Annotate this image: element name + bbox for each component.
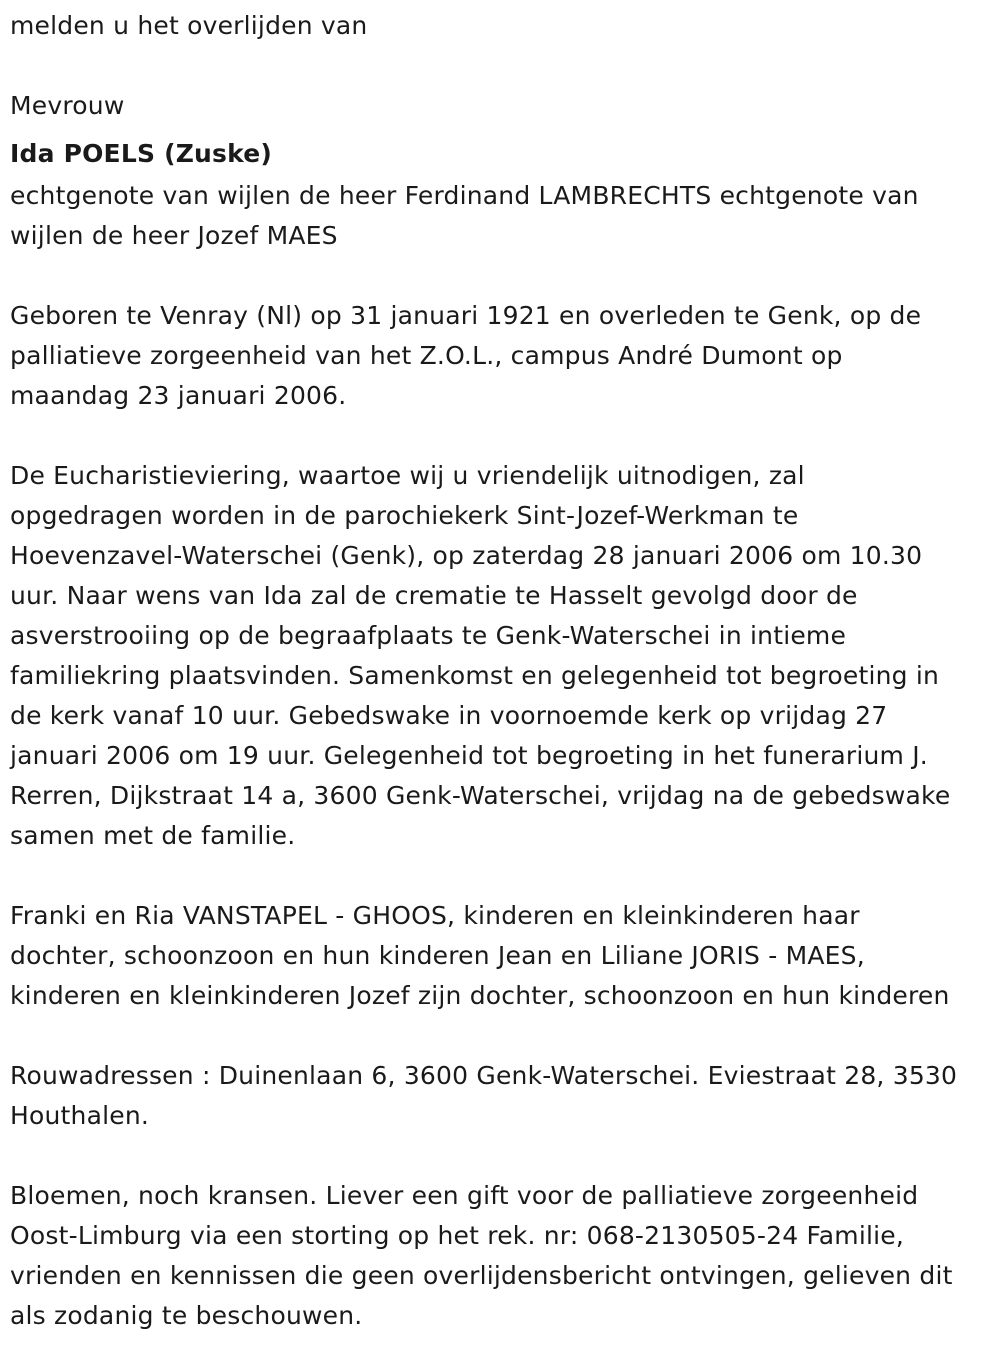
spacer — [10, 1136, 995, 1176]
address-line: Houthalen. — [10, 1101, 150, 1130]
spacer — [10, 856, 995, 896]
deceased-name-line: Ida POELS (Zuske) — [10, 139, 273, 168]
spouse-line: wijlen de heer Jozef MAES — [10, 221, 338, 250]
family-paragraph — [10, 896, 995, 1016]
birth-death-paragraph — [10, 296, 995, 416]
family-line: dochter, schoonzoon en hun kinderen Jean en Liliane JORIS - MAES, — [10, 941, 865, 970]
ceremony-line: familiekring plaatsvinden. Samenkomst en gelegenheid tot begroeting in — [10, 661, 940, 690]
ceremony-line: januari 2006 om 19 uur. Gelegenheid tot begroeting in het funerarium J. — [10, 741, 928, 770]
ceremony-paragraph — [10, 456, 995, 856]
intro-line: melden u het overlijden van — [10, 11, 368, 40]
ceremony-line: opgedragen worden in de parochiekerk Sint-Jozef-Werkman te — [10, 501, 799, 530]
spacer — [10, 256, 995, 296]
deceased-name — [10, 134, 995, 174]
intro-text — [10, 6, 995, 46]
ceremony-line: Rerren, Dijkstraat 14 a, 3600 Genk-Waterschei, vrijdag na de gebedswake — [10, 781, 951, 810]
birth-death-line: maandag 23 januari 2006. — [10, 381, 347, 410]
family-line: Franki en Ria VANSTAPEL - GHOOS, kinderen en kleinkinderen haar — [10, 901, 860, 930]
spouse-paragraph — [10, 176, 995, 256]
spouse-line: echtgenote van wijlen de heer Ferdinand LAMBRECHTS echtgenote van — [10, 181, 919, 210]
ceremony-line: de kerk vanaf 10 uur. Gebedswake in voornoemde kerk op vrijdag 27 — [10, 701, 888, 730]
ceremony-line: De Eucharistieviering, waartoe wij u vriendelijk uitnodigen, zal — [10, 461, 805, 490]
family-line: kinderen en kleinkinderen Jozef zijn dochter, schoonzoon en hun kinderen — [10, 981, 950, 1010]
flowers-line: als zodanig te beschouwen. — [10, 1301, 363, 1330]
flowers-line: vrienden en kennissen die geen overlijdensbericht ontvingen, gelieven dit — [10, 1261, 953, 1290]
spacer — [10, 1016, 995, 1056]
ceremony-line: uur. Naar wens van Ida zal de crematie te Hasselt gevolgd door de — [10, 581, 858, 610]
ceremony-line: asverstrooiing op de begraafplaats te Genk-Waterschei in intieme — [10, 621, 847, 650]
obituary-document — [10, 6, 995, 1336]
flowers-line: Oost-Limburg via een storting op het rek. nr: 068-2130505-24 Familie, — [10, 1221, 904, 1250]
salutation — [10, 86, 995, 126]
ceremony-line: Hoevenzavel-Waterschei (Genk), op zaterdag 28 januari 2006 om 10.30 — [10, 541, 923, 570]
address-paragraph — [10, 1056, 995, 1136]
birth-death-line: Geboren te Venray (Nl) op 31 januari 1921 en overleden te Genk, op de — [10, 301, 922, 330]
flowers-line: Bloemen, noch kransen. Liever een gift voor de palliatieve zorgeenheid — [10, 1181, 919, 1210]
flowers-paragraph — [10, 1176, 995, 1336]
salutation-line: Mevrouw — [10, 91, 125, 120]
birth-death-line: palliatieve zorgeenheid van het Z.O.L., campus André Dumont op — [10, 341, 843, 370]
ceremony-line: samen met de familie. — [10, 821, 296, 850]
spacer — [10, 416, 995, 456]
address-line: Rouwadressen : Duinenlaan 6, 3600 Genk-Waterschei. Eviestraat 28, 3530 — [10, 1061, 958, 1090]
spacer — [10, 46, 995, 86]
